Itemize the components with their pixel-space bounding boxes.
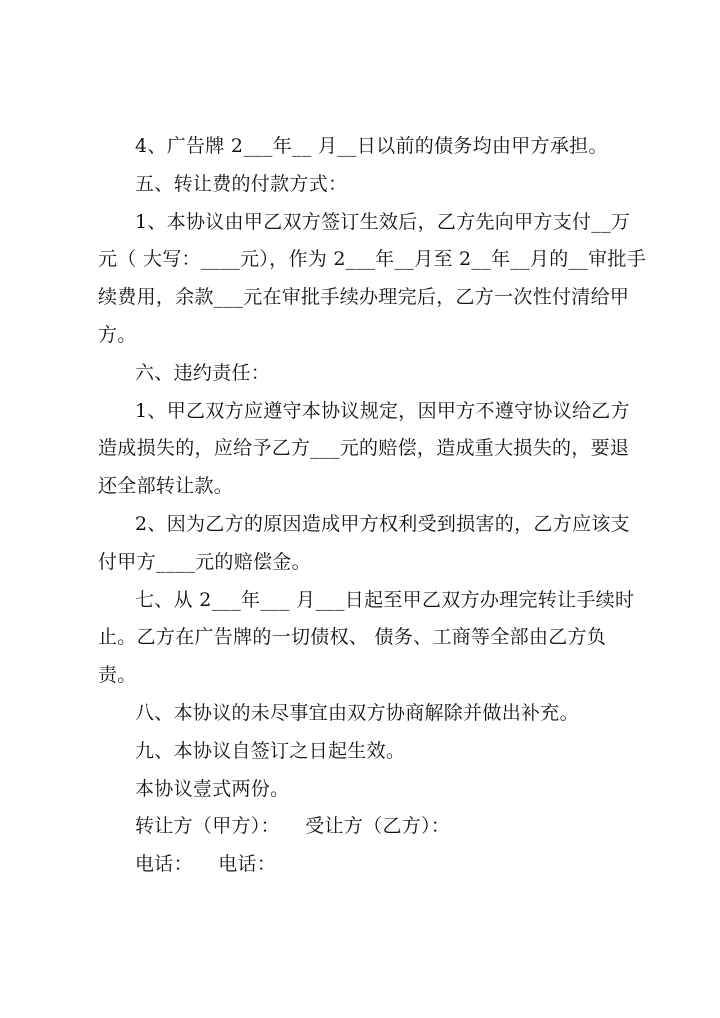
section-7-line-1: 七、从 2___年___ 月___日起至甲乙双方办理完转让手续时	[135, 589, 635, 611]
section-6-item-1-line-3: 还全部转让款。	[98, 475, 234, 497]
section-6-item-1-line-2: 造成损失的，应给予乙方___元的赔偿，造成重大损失的，要退	[98, 437, 630, 459]
phone-lines: 电话： 电话：	[135, 853, 277, 875]
section-8: 八、本协议的未尽事宜由双方协商解除并做出补充。	[135, 702, 579, 724]
section-9: 九、本协议自签订之日起生效。	[135, 740, 406, 762]
section-6-item-2-line-2: 付甲方____元的赔偿金。	[98, 551, 311, 573]
section-6-item-2-line-1: 2、因为乙方的原因造成甲方权利受到损害的，乙方应该支	[135, 513, 630, 535]
section-6-heading: 六、违约责任：	[135, 362, 271, 384]
section-6-item-1-line-1: 1、甲乙双方应遵守本协议规定，因甲方不遵守协议给乙方	[135, 400, 630, 422]
section-5-item-1-line-1: 1、本协议由甲乙双方签订生效后，乙方先向甲方支付__万	[135, 211, 631, 233]
clause-4-debt: 4、广告牌 2___年__ 月__日以前的债务均由甲方承担。	[135, 135, 608, 157]
section-7-line-3: 责。	[98, 664, 137, 686]
section-5-item-1-line-3: 续费用，余款___元在审批手续办理完后，乙方一次性付清给甲	[98, 286, 630, 308]
signature-parties: 转让方（甲方）： 受让方（乙方）：	[135, 815, 451, 837]
section-7-line-2: 止。乙方在广告牌的一切债权、 债务、工商等全部由乙方负	[98, 626, 607, 648]
section-5-item-1-line-4: 方。	[98, 324, 137, 346]
copies-note: 本协议壹式两份。	[135, 778, 290, 800]
section-5-heading: 五、转让费的付款方式：	[135, 173, 348, 195]
section-5-item-1-line-2: 元（ 大写：____元），作为 2___年__月至 2__年__月的__审批手	[98, 248, 646, 270]
